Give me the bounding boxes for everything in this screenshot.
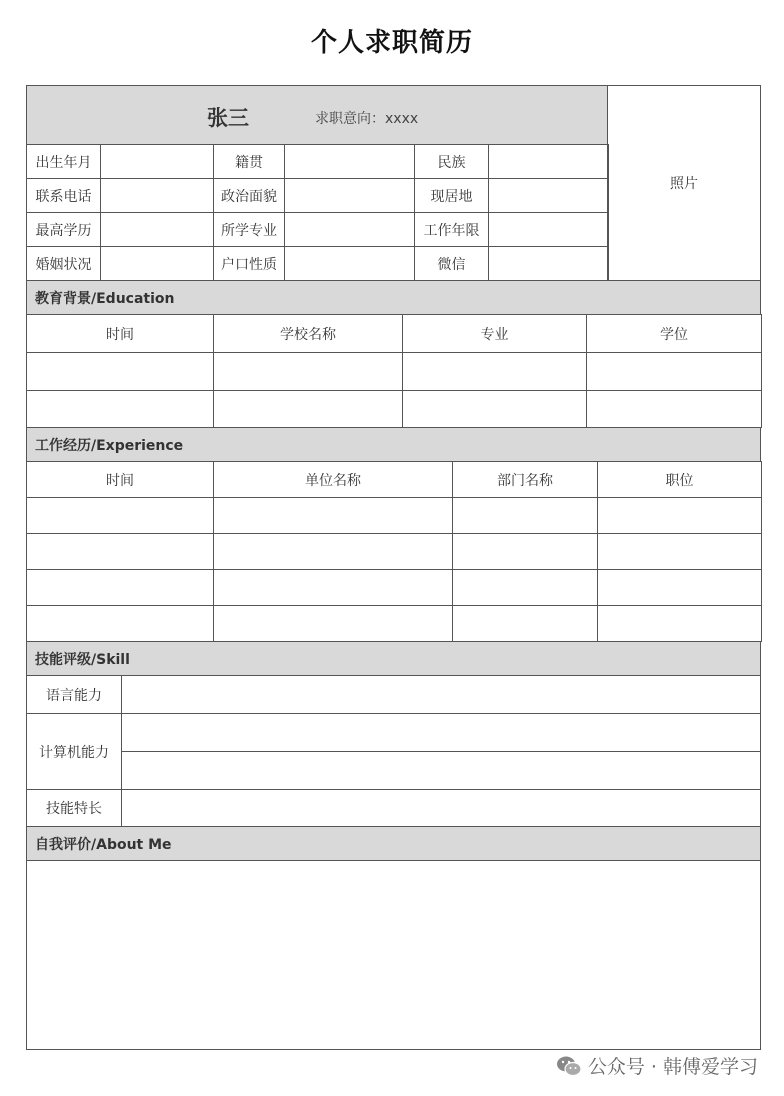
info-value[interactable] <box>284 212 415 247</box>
education-cell[interactable] <box>586 390 762 428</box>
experience-cell[interactable] <box>26 569 214 606</box>
info-value[interactable] <box>488 144 609 179</box>
info-label: 工作年限 <box>414 212 489 247</box>
experience-cell[interactable] <box>452 569 598 606</box>
education-cell[interactable] <box>402 390 587 428</box>
info-value[interactable] <box>488 178 609 213</box>
info-value[interactable] <box>100 144 214 179</box>
info-label: 政治面貌 <box>213 178 285 213</box>
experience-column-header: 时间 <box>26 461 214 498</box>
info-value[interactable] <box>284 178 415 213</box>
experience-cell[interactable] <box>452 605 598 642</box>
experience-cell[interactable] <box>597 605 762 642</box>
skill-value-computer-1[interactable] <box>121 713 761 752</box>
skills-section-title: 技能评级/Skill <box>26 641 761 676</box>
info-label: 联系电话 <box>26 178 101 213</box>
skill-label-specialty: 技能特长 <box>26 789 122 827</box>
skill-label-language: 语言能力 <box>26 675 122 714</box>
info-value[interactable] <box>488 212 609 247</box>
info-label: 现居地 <box>414 178 489 213</box>
education-column-header: 时间 <box>26 314 214 353</box>
info-label: 出生年月 <box>26 144 101 179</box>
info-label: 户口性质 <box>213 246 285 282</box>
experience-cell[interactable] <box>213 533 453 570</box>
experience-cell[interactable] <box>213 605 453 642</box>
info-value[interactable] <box>284 144 415 179</box>
watermark-text: 公众号 · 韩傅爱学习 <box>587 1056 758 1078</box>
experience-cell[interactable] <box>452 497 598 534</box>
education-column-header: 学位 <box>586 314 762 353</box>
education-column-header: 专业 <box>402 314 587 353</box>
skill-value-language[interactable] <box>121 675 761 714</box>
education-cell[interactable] <box>402 352 587 391</box>
experience-cell[interactable] <box>26 605 214 642</box>
experience-cell[interactable] <box>26 497 214 534</box>
skill-value-computer-2[interactable] <box>121 751 761 790</box>
experience-section-title: 工作经历/Experience <box>26 427 761 462</box>
experience-cell[interactable] <box>597 569 762 606</box>
education-cell[interactable] <box>26 390 214 428</box>
watermark <box>556 1052 758 1079</box>
skill-value-specialty[interactable] <box>121 789 761 827</box>
info-label: 最高学历 <box>26 212 101 247</box>
skill-label-computer: 计算机能力 <box>26 713 122 790</box>
education-cell[interactable] <box>586 352 762 391</box>
experience-column-header: 部门名称 <box>452 461 598 498</box>
info-label: 民族 <box>414 144 489 179</box>
experience-column-header: 职位 <box>597 461 762 498</box>
name: 张三 <box>207 106 249 130</box>
info-value[interactable] <box>488 246 609 282</box>
education-cell[interactable] <box>213 352 403 391</box>
photo-box[interactable]: 照片 <box>607 85 761 281</box>
experience-cell[interactable] <box>213 497 453 534</box>
experience-cell[interactable] <box>597 533 762 570</box>
info-value[interactable] <box>100 212 214 247</box>
info-label: 微信 <box>414 246 489 282</box>
education-section-title: 教育背景/Education <box>26 280 761 315</box>
page-title: 个人求职简历 <box>310 28 473 58</box>
education-cell[interactable] <box>26 352 214 391</box>
experience-cell[interactable] <box>26 533 214 570</box>
job-intent: 求职意向：xxxx <box>315 111 419 127</box>
info-value[interactable] <box>284 246 415 282</box>
about-section-title: 自我评价/About Me <box>26 826 761 861</box>
info-label: 婚姻状况 <box>26 246 101 282</box>
experience-cell[interactable] <box>452 533 598 570</box>
education-column-header: 学校名称 <box>213 314 403 353</box>
wechat-icon <box>556 1055 582 1077</box>
info-value[interactable] <box>100 246 214 282</box>
about-content-box[interactable] <box>26 860 761 1050</box>
experience-column-header: 单位名称 <box>213 461 453 498</box>
info-label: 籍贯 <box>213 144 285 179</box>
info-value[interactable] <box>100 178 214 213</box>
experience-cell[interactable] <box>213 569 453 606</box>
name-header <box>26 85 608 145</box>
experience-cell[interactable] <box>597 497 762 534</box>
info-label: 所学专业 <box>213 212 285 247</box>
education-cell[interactable] <box>213 390 403 428</box>
